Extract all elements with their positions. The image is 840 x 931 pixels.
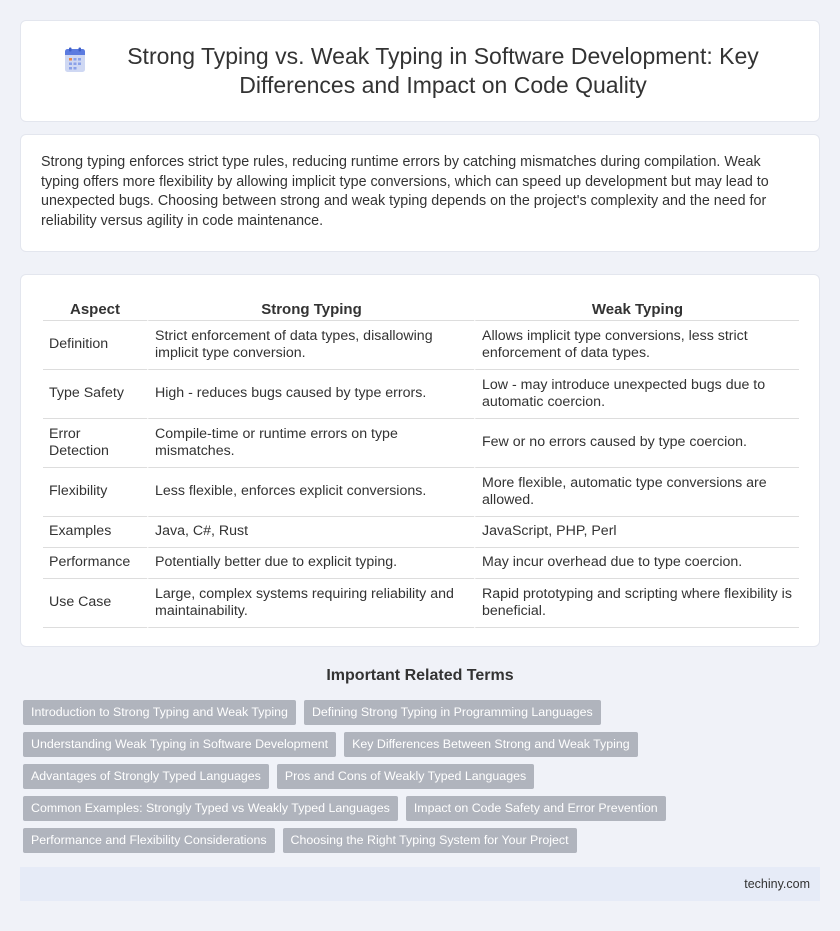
- strong-cell: Less flexible, enforces explicit conversions.: [147, 468, 474, 517]
- aspect-cell: Use Case: [43, 579, 147, 628]
- weak-cell: Rapid prototyping and scripting where flexibility is beneficial.: [474, 579, 799, 628]
- related-term-tag[interactable]: Introduction to Strong Typing and Weak Typing: [23, 700, 296, 725]
- weak-cell: Few or no errors caused by type coercion.: [474, 419, 799, 468]
- header-aspect: Aspect: [43, 295, 147, 321]
- related-term-tag[interactable]: Performance and Flexibility Considerations: [23, 828, 275, 853]
- weak-cell: May incur overhead due to type coercion.: [474, 548, 799, 579]
- strong-cell: Compile-time or runtime errors on type mismatches.: [147, 419, 474, 468]
- strong-cell: Potentially better due to explicit typing.: [147, 548, 474, 579]
- aspect-cell: Definition: [43, 321, 147, 370]
- related-term-tag[interactable]: Choosing the Right Typing System for Your Project: [283, 828, 577, 853]
- table-row: [43, 579, 799, 628]
- table-header-row: [43, 295, 799, 321]
- table-row: [43, 517, 799, 548]
- title-card: [20, 20, 820, 122]
- aspect-cell: Performance: [43, 548, 147, 579]
- intro-paragraph: Strong typing enforces strict type rules, reducing runtime errors by catching mismatches during compilation. Weak typing offers more flexibility by allowing implicit type conversions, which can speed up development but may lead to unexpected bugs. Choosing between strong and weak typing depends on the project's complexity and the need for reliability versus agility in code maintenance.: [41, 154, 769, 229]
- related-terms-heading: Important Related Terms: [326, 667, 514, 684]
- table-row: [43, 321, 799, 370]
- related-term-tag[interactable]: Defining Strong Typing in Programming Languages: [304, 700, 601, 725]
- related-term-tag[interactable]: Pros and Cons of Weakly Typed Languages: [277, 764, 534, 789]
- aspect-cell: Error Detection: [43, 419, 147, 468]
- related-terms-list: [23, 700, 823, 853]
- table-row: [43, 548, 799, 579]
- comparison-card: [20, 274, 820, 647]
- intro-card: [20, 134, 820, 252]
- aspect-cell: Flexibility: [43, 468, 147, 517]
- table-row: [43, 370, 799, 419]
- aspect-cell: Examples: [43, 517, 147, 548]
- header-weak-typing: Weak Typing: [474, 295, 799, 321]
- weak-cell: Allows implicit type conversions, less strict enforcement of data types.: [474, 321, 799, 370]
- strong-cell: High - reduces bugs caused by type errors.: [147, 370, 474, 419]
- footer: [20, 867, 820, 901]
- document-icon: [61, 46, 89, 74]
- title-wrap: [21, 42, 819, 100]
- header-strong-typing: Strong Typing: [147, 295, 474, 321]
- table-row: [43, 419, 799, 468]
- related-term-tag[interactable]: Key Differences Between Strong and Weak Typing: [344, 732, 638, 757]
- strong-cell: Strict enforcement of data types, disallowing implicit type conversion.: [147, 321, 474, 370]
- related-term-tag[interactable]: Common Examples: Strongly Typed vs Weakly Typed Languages: [23, 796, 398, 821]
- strong-cell: Java, C#, Rust: [147, 517, 474, 548]
- related-term-tag[interactable]: Advantages of Strongly Typed Languages: [23, 764, 269, 789]
- comparison-table: [43, 295, 799, 628]
- page-title: Strong Typing vs. Weak Typing in Software Development: Key Differences and Impact on Code Quality: [127, 43, 759, 98]
- aspect-cell: Type Safety: [43, 370, 147, 419]
- weak-cell: JavaScript, PHP, Perl: [474, 517, 799, 548]
- related-term-tag[interactable]: Understanding Weak Typing in Software Development: [23, 732, 336, 757]
- table-row: [43, 468, 799, 517]
- strong-cell: Large, complex systems requiring reliability and maintainability.: [147, 579, 474, 628]
- footer-site-link[interactable]: techiny.com: [744, 877, 810, 891]
- weak-cell: Low - may introduce unexpected bugs due to automatic coercion.: [474, 370, 799, 419]
- weak-cell: More flexible, automatic type conversions are allowed.: [474, 468, 799, 517]
- related-term-tag[interactable]: Impact on Code Safety and Error Prevention: [406, 796, 666, 821]
